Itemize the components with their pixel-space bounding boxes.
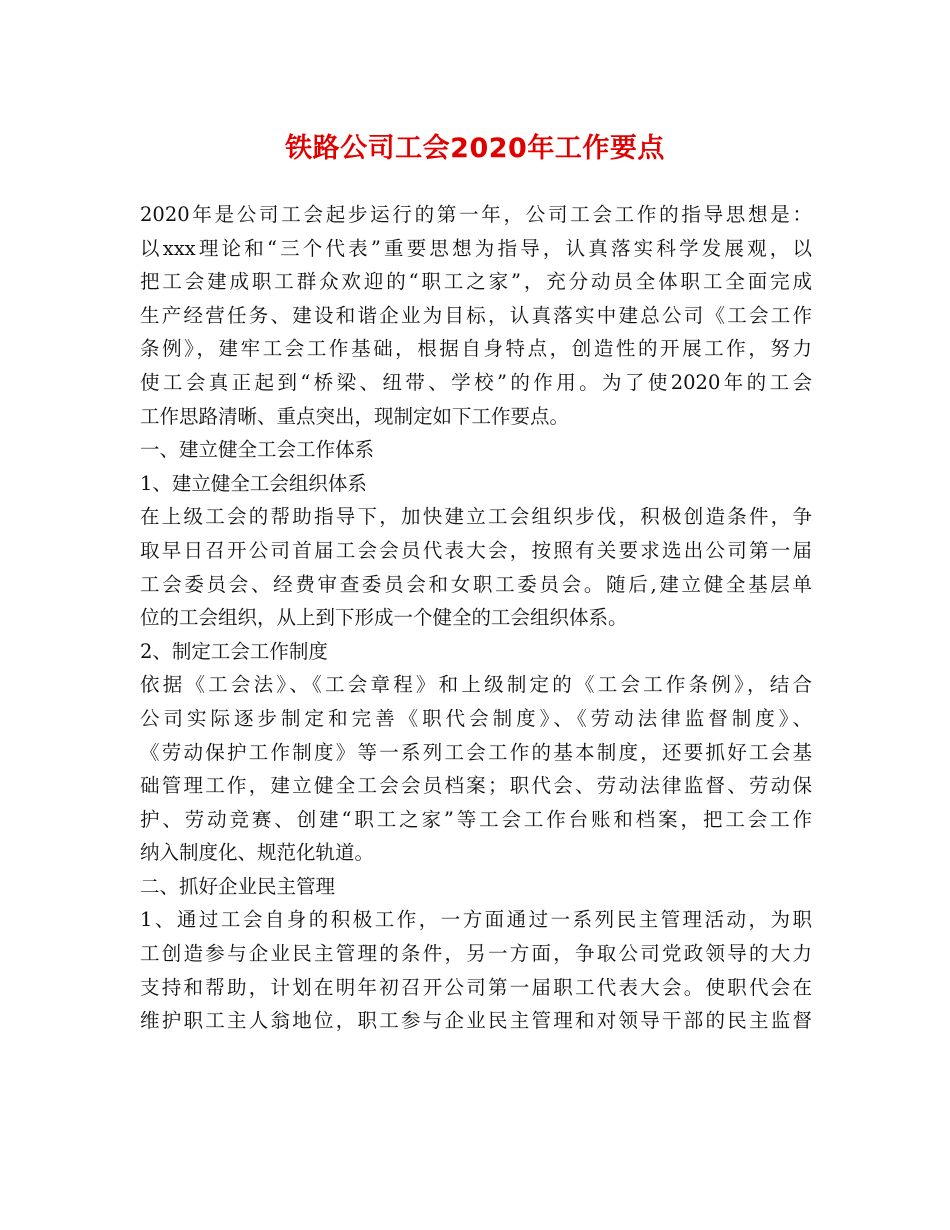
body-line: 工创造参与企业民主管理的条件，另一方面，争取公司党政领导的大力	[140, 942, 812, 966]
body-line: 础管理工作，建立健全工会会员档案；职代会、劳动法律监督、劳动保	[140, 774, 812, 798]
section-heading: 二、抓好企业民主管理	[140, 874, 336, 898]
body-line: 2020年是公司工会起步运行的第一年，公司工会工作的指导思想是：	[140, 203, 812, 226]
body-line: 以xxx理论和“三个代表”重要思想为指导，认真落实科学发展观，以	[140, 236, 812, 260]
subsection-heading: 1、建立健全工会组织体系	[140, 471, 367, 495]
body-line: 护、劳动竞赛、创建“职工之家”等工会工作台账和档案，把工会工作	[140, 807, 812, 831]
body-line: 纳入制度化、规范化轨道。	[140, 841, 375, 865]
body-line: 公司实际逐步制定和完善《职代会制度》、《劳动法律监督制度》、	[140, 706, 812, 730]
body-line: 工作思路清晰、重点突出，现制定如下工作要点。	[140, 404, 570, 428]
body-line: 工会委员会、经费审查委员会和女职工委员会。随后,建立健全基层单	[140, 572, 812, 596]
document-body	[140, 198, 812, 1038]
subsection-heading: 2、制定工会工作制度	[140, 639, 328, 663]
body-line: 维护职工主人翁地位，职工参与企业民主管理和对领导干部的民主监督	[140, 1009, 812, 1033]
body-line: 1、通过工会自身的积极工作，一方面通过一系列民主管理活动，为职	[140, 908, 812, 932]
document-title: 铁路公司工会2020年工作要点	[285, 133, 665, 164]
body-line: 位的工会组织，从上到下形成一个健全的工会组织体系。	[140, 606, 628, 630]
body-line: 把工会建成职工群众欢迎的“职工之家”，充分动员全体职工全面完成	[140, 270, 812, 294]
body-line: 《劳动保护工作制度》等一系列工会工作的基本制度，还要抓好工会基	[140, 740, 812, 764]
body-line: 支持和帮助，计划在明年初召开公司第一届职工代表大会。使职代会在	[140, 975, 812, 999]
body-line: 取早日召开公司首届工会会员代表大会，按照有关要求选出公司第一届	[140, 538, 812, 562]
body-line: 条例》，建牢工会工作基础，根据自身特点，创造性的开展工作，努力	[140, 337, 812, 361]
body-line: 依据《工会法》、《工会章程》和上级制定的《工会工作条例》，结合	[140, 673, 812, 697]
section-heading: 一、建立健全工会工作体系	[140, 438, 375, 462]
body-line: 在上级工会的帮助指导下，加快建立工会组织步伐，积极创造条件，争	[140, 505, 812, 529]
body-line: 生产经营任务、建设和谐企业为目标，认真落实中建总公司《工会工作	[140, 303, 812, 327]
body-line: 使工会真正起到“桥梁、纽带、学校”的作用。为了使2020年的工会	[140, 370, 812, 394]
